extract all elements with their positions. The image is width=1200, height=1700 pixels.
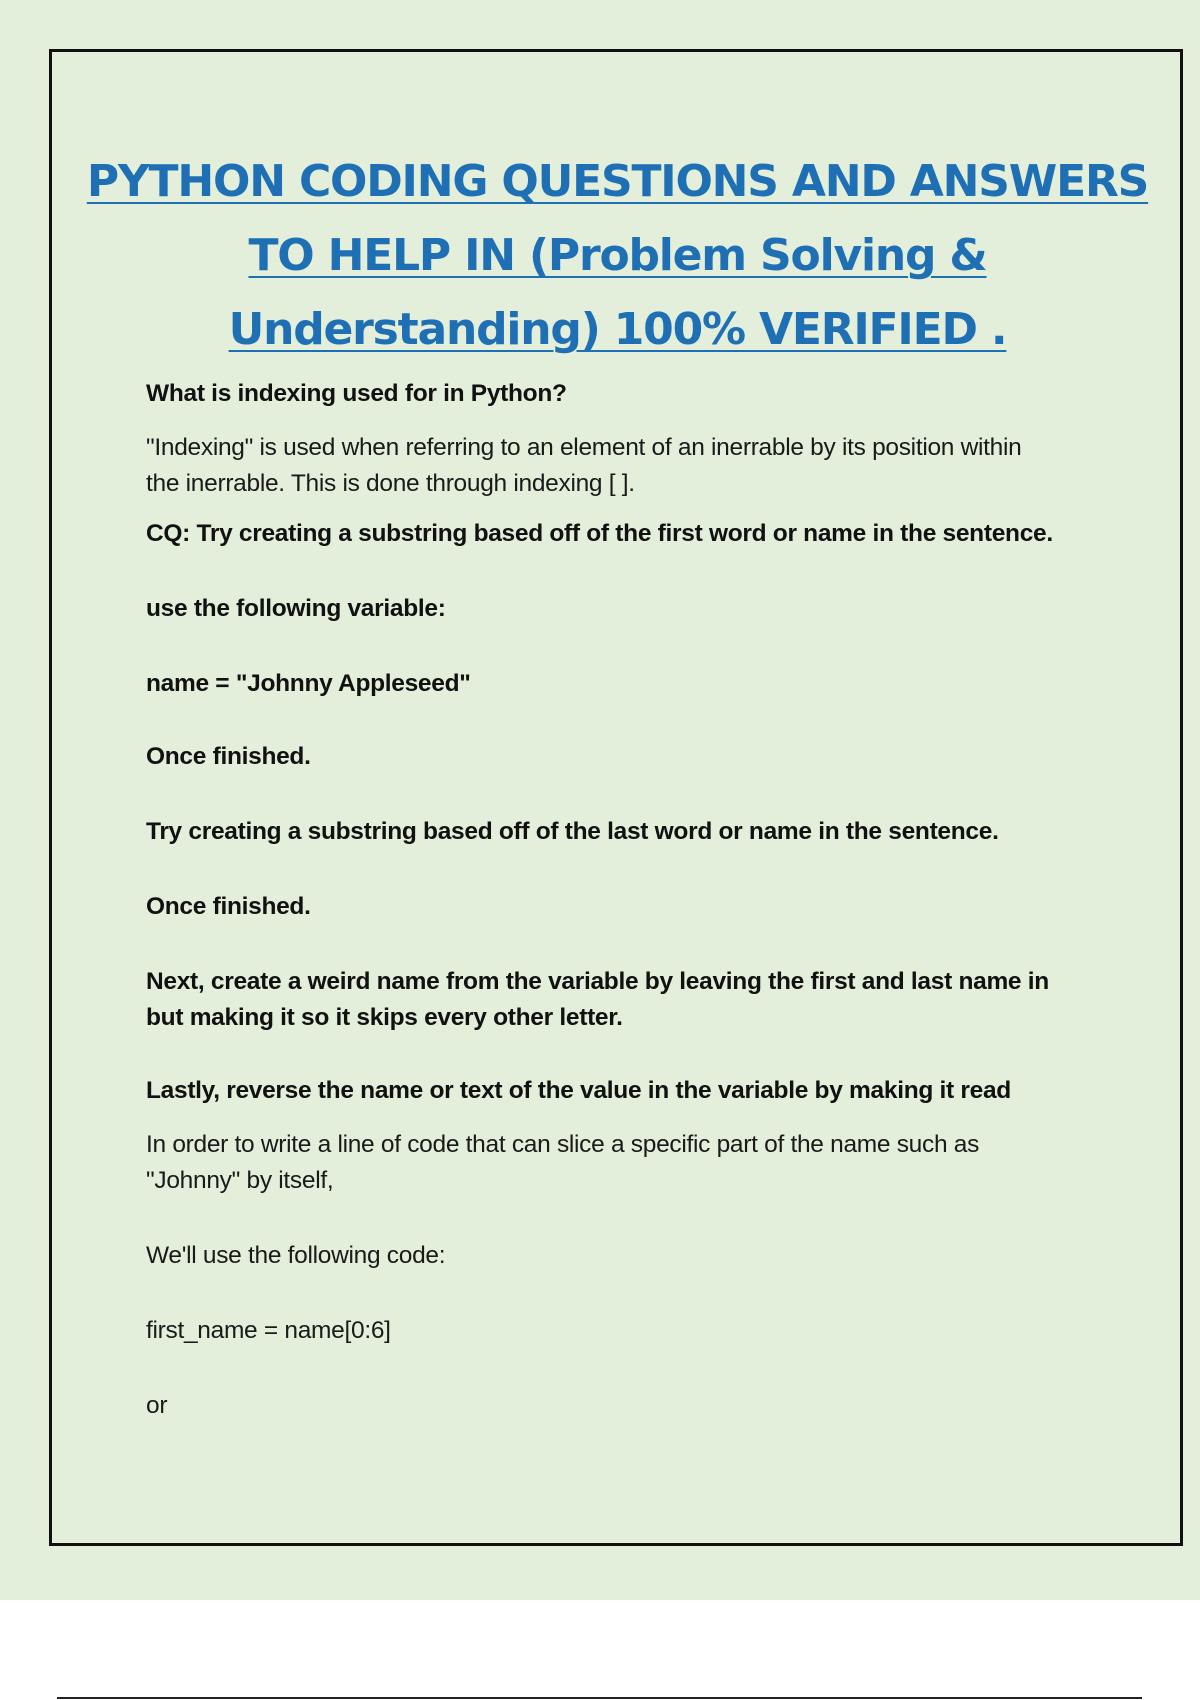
cq-intro: CQ: Try creating a substring based off of the first word or name in the sentence. [146,520,1053,547]
code-line: first_name = name[0:6] [146,1317,391,1344]
last-word-task: Try creating a substring based off of the last word or name in the sentence. [146,818,999,845]
question-indexing: What is indexing used for in Python? [146,380,567,407]
answer-slicing-line-1: In order to write a line of code that can slice a specific part of the name such as [146,1131,980,1158]
document-body [146,380,1146,1420]
document-title-text: PYTHON CODING QUESTIONS AND ANSWERS TO HELP IN (Problem Solving & Understanding) 100% VERIFIED . [86,156,1149,355]
variable-definition: name = "Johnny Appleseed" [146,670,471,697]
document-title [80,145,1155,367]
use-variable-instruction: use the following variable: [146,595,446,622]
once-finished-1: Once finished. [146,743,311,770]
bottom-divider [57,1697,1142,1699]
answer-slicing-line-2: "Johnny" by itself, [146,1167,334,1194]
answer-indexing-line-1: "Indexing" is used when referring to an element of an inerrable by its position within [146,434,1022,461]
weird-name-line-1: Next, create a weird name from the variable by leaving the first and last name in [146,968,1049,995]
weird-name-line-2: but making it so it skips every other letter. [146,1004,623,1031]
answer-indexing-line-2: the inerrable. This is done through indexing [ ]. [146,470,635,497]
once-finished-2: Once finished. [146,893,311,920]
or-text: or [146,1392,168,1419]
reverse-task: Lastly, reverse the name or text of the value in the variable by making it read [146,1077,1011,1104]
use-code-instruction: We'll use the following code: [146,1242,446,1269]
